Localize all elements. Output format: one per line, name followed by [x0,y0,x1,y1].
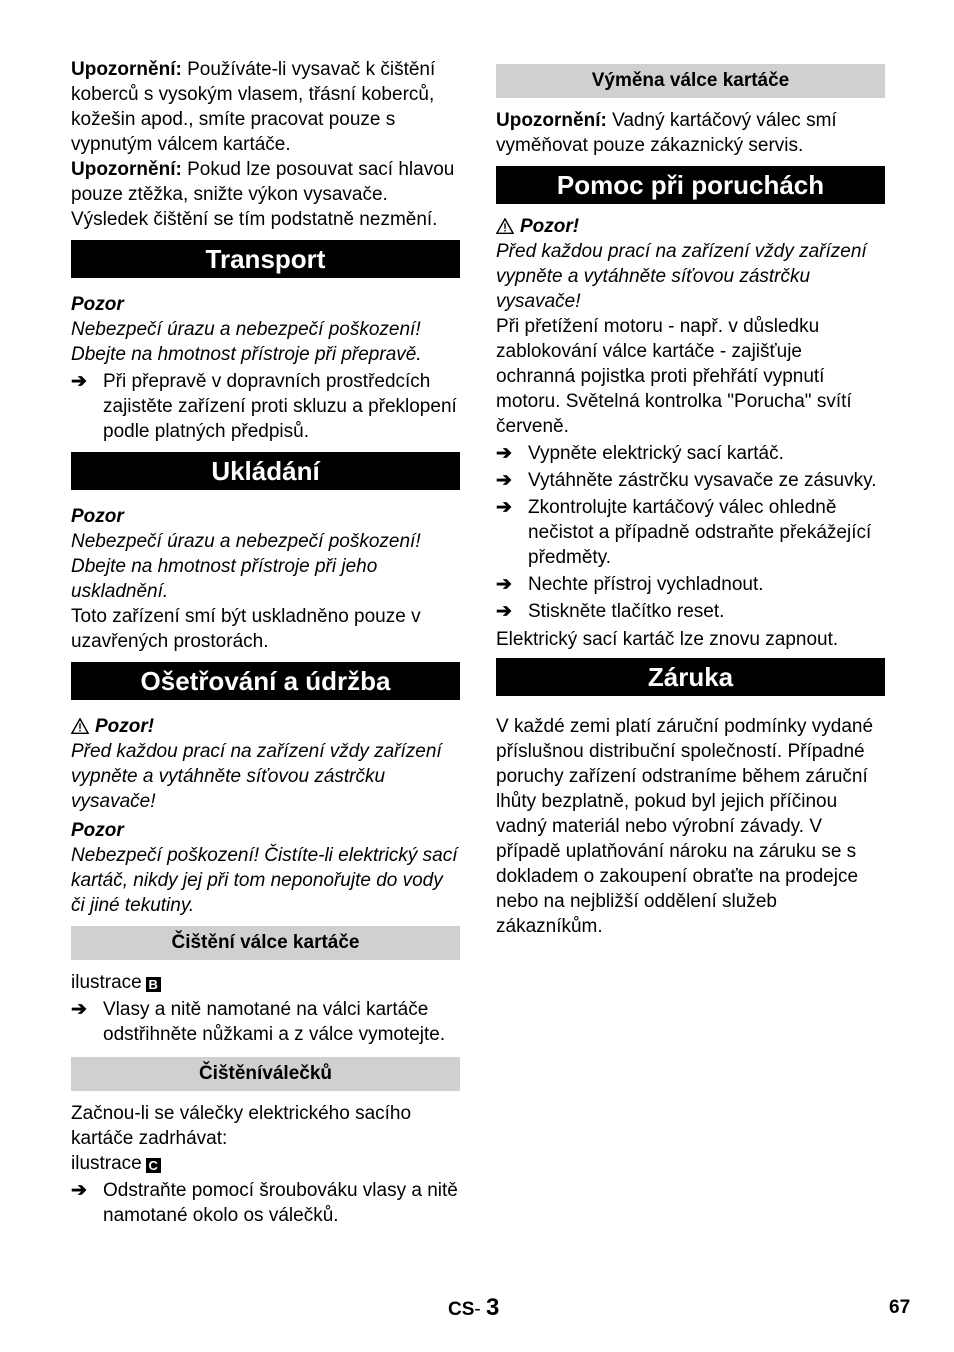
arrow-icon: ➔ [496,443,512,464]
heading-brush-replace: Výměna válce kartáče [496,64,885,98]
danger-text: Před každou prací na zařízení vždy zařízení vypněte a vytáhněte síťovou zástrčku vysavače! [496,241,867,312]
page-number: 67 [889,1297,911,1318]
arrow-icon: ➔ [496,497,512,518]
illustration-ref: ilustrace C [71,1151,460,1176]
warning-triangle-icon [496,218,514,234]
right-column [496,57,885,939]
list-item: ➔ Odstraňte pomocí šroubováku vlasy a nitě namotané okolo os válečků. [71,1180,458,1226]
heading-storage: Ukládání [71,452,460,490]
warning-triangle-icon [71,718,89,734]
heading-warranty: Záruka [496,658,885,696]
heading-brush-cleaning: Čištění válce kartáče [71,926,460,960]
figure-label: B [146,977,161,992]
list-item: ➔ Stiskněte tlačítko reset. [496,601,725,622]
warning-text: Nebezpečí úrazu a nebezpečí poškození! Dbejte na hmotnost přístroje při přepravě. [71,319,422,365]
list-item: ➔ Zkontrolujte kartáčový válec ohledně nečistot a případně odstraňte překážející předměty. [496,497,872,568]
arrow-icon: ➔ [496,601,512,622]
roller-text: Začnou-li se válečky elektrického sacího kartáče zadrhávat: [71,1103,412,1149]
list-item: ➔ Nechte přístroj vychladnout. [496,574,764,595]
heading-transport: Transport [71,240,460,278]
list-item: ➔ Při přepravě v dopravních prostředcích zajistěte zařízení proti skluzu a překlopení podle platných předpisů. [71,371,457,442]
heading-maintenance: Ošetřování a údržba [71,662,460,700]
arrow-icon: ➔ [71,999,87,1020]
illustration-ref: ilustrace B [71,970,460,995]
danger-text: Před každou prací na zařízení vždy zařízení vypněte a vytáhněte síťovou zástrčku vysavače! [71,741,442,812]
danger-title: Pozor! [71,714,460,739]
warranty-text: V každé zemi platí záruční podmínky vydané příslušnou distribuční společností. Případné poruchy zařízení odstraníme během záruční lhůty bezplatně, pokud byl jejich příčinou vadný materiál nebo výrobní závady. V případě uplatňování nároku na záruku se s dokladem o zakoupení obraťte na prodejce nebo na nejbližší oddělení služeb zákazníkům. [496,716,874,937]
note-carpet: Upozornění: Používáte-li vysavač k čištění koberců s vysokým vlasem, třásní koberců, kožešin apod., smíte pracovat pouze s vypnutým válcem kartáče. [71,59,436,155]
warning-title: Pozor [71,820,124,841]
list-item: ➔ Vypněte elektrický sací kartáč. [496,443,784,464]
restart-text: Elektrický sací kartáč lze znovu zapnout. [496,629,839,650]
overload-text: Při přetížení motoru - např. v důsledku zablokování válce kartáče - zajišťuje ochranná pojistka proti přehřátí vypnutí motoru. Světelná kontrolka "Porucha" svítí červeně. [496,316,852,437]
list-item: ➔ Vlasy a nitě namotané na válci kartáče odstřihněte nůžkami a z válce vymotejte. [71,999,446,1045]
list-item: ➔ Vytáhněte zástrčku vysavače ze zásuvky. [496,470,877,491]
replace-note: Upozornění: Vadný kartáčový válec smí vyměňovat pouze zákaznický servis. [496,110,837,156]
figure-label: C [146,1158,161,1173]
note-suction-head: Upozornění: Pokud lze posouvat sací hlavou pouze ztěžka, snižte výkon vysavače. Výsledek čištění se tím podstatně nezmění. [71,159,455,230]
heading-troubleshooting: Pomoc při poruchách [496,166,885,204]
warning-text: Nebezpečí poškození! Čistíte-li elektrický sací kartáč, nikdy jej při tom neponořujte do vody či jiné tekutiny. [71,845,458,916]
warning-title: Pozor [71,506,124,527]
footer-section-code: CS- 3 [448,1294,500,1321]
warning-title: Pozor [71,294,124,315]
arrow-icon: ➔ [71,1180,87,1201]
arrow-icon: ➔ [71,371,87,392]
storage-text: Toto zařízení smí být uskladněno pouze v uzavřených prostorách. [71,606,421,652]
arrow-icon: ➔ [496,574,512,595]
warning-text: Nebezpečí úrazu a nebezpečí poškození! Dbejte na hmotnost přístroje při jeho uskladnění. [71,531,421,602]
danger-title: Pozor! [496,214,885,239]
left-column [71,57,460,1230]
heading-roller-cleaning: Čištěníválečků [71,1057,460,1091]
arrow-icon: ➔ [496,470,512,491]
